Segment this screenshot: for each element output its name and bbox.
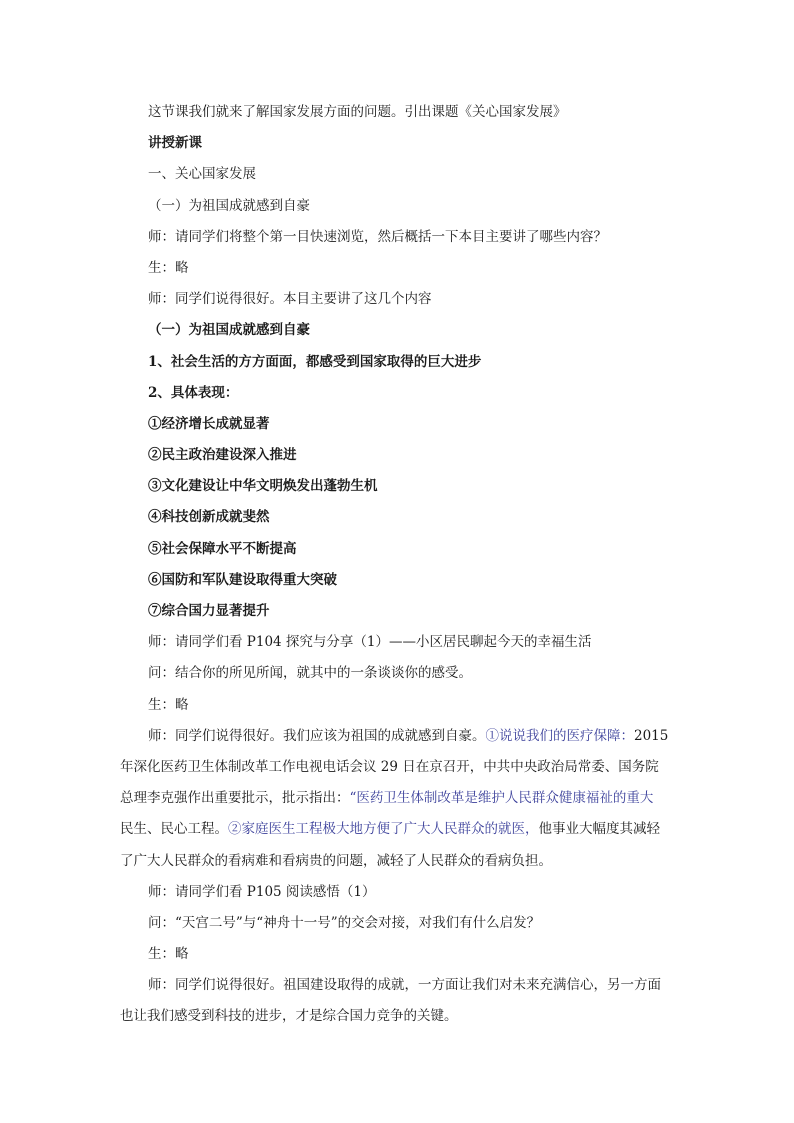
- text-line: ④科技创新成就斐然: [148, 509, 270, 526]
- para-text: 师：同学们说得很好。祖国建设取得的成就，一方面让我们对未来充满信心，另一方面: [148, 977, 661, 994]
- text-line: 2、具体表现：: [148, 384, 239, 401]
- text-line: 生：略: [148, 259, 189, 276]
- text-line: 问：结合你的所见所闻，就其中的一条谈谈你的感受。: [148, 665, 472, 682]
- text-line: （一）为祖国成就感到自豪: [148, 197, 310, 214]
- para-line: [148, 721, 678, 752]
- para-highlight: ①说说我们的医疗保障：: [485, 727, 634, 744]
- text-line: ⑤社会保障水平不断提高: [148, 540, 297, 557]
- text-line: 一、关心国家发展: [148, 166, 256, 183]
- para-highlight: ②家庭医生工程极大地方便了广大人民群众的就医，: [228, 821, 539, 838]
- text-line: 1、社会生活的方方面面，都感受到国家取得的巨大进步: [148, 353, 482, 370]
- text-line: 师：同学们说得很好。本目主要讲了这几个内容: [148, 291, 432, 308]
- para-text: 年深化医药卫生体制改革工作电视电话会议 29 日在京召开，中共中央政治局常委、国务院: [120, 758, 659, 775]
- text-line: 讲授新课: [148, 135, 202, 152]
- para-line: [120, 846, 678, 877]
- para-line: [120, 1001, 678, 1032]
- para-text: 总理李克强作出重要批示，批示指出：: [120, 790, 350, 807]
- para-text: 也让我们感受到科技的进步，才是综合国力竞争的关键。: [120, 1008, 458, 1025]
- paragraph-medical: [120, 721, 678, 877]
- text-line: 生：略: [148, 946, 189, 963]
- para-text: 师：同学们说得很好。我们应该为祖国的成就感到自豪。: [148, 727, 486, 744]
- lesson-lines-2: [148, 877, 678, 971]
- text-line: ③文化建设让中华文明焕发出蓬勃生机: [148, 478, 378, 495]
- para-text: 民生、民心工程。: [120, 821, 228, 838]
- text-line: ⑥国防和军队建设取得重大突破: [148, 571, 337, 588]
- lesson-lines: [148, 97, 678, 721]
- text-line: ①经济增长成就显著: [148, 415, 270, 432]
- para-text: 他事业大幅度其减轻: [538, 821, 660, 838]
- para-text: 2015: [634, 727, 669, 744]
- text-line: 生：略: [148, 696, 189, 713]
- para-line: [120, 752, 678, 783]
- text-line: ②民主政治建设深入推进: [148, 447, 297, 464]
- text-line: ⑦综合国力显著提升: [148, 603, 270, 619]
- para-text: 了广大人民群众的看病难和看病贵的问题，减轻了人民群众的看病负担。: [120, 852, 552, 869]
- para-line: [120, 814, 678, 845]
- text-line: （一）为祖国成就感到自豪: [148, 322, 310, 339]
- paragraph-conclusion: [120, 970, 678, 1032]
- text-line: 问：“天宫二号”与“神舟十一号”的交会对接，对我们有什么启发？: [148, 914, 541, 931]
- text-line: 师：请同学们看 P105 阅读感悟（1）: [148, 883, 376, 900]
- para-highlight: “医药卫生体制改革是维护人民群众健康福祉的重大: [349, 790, 654, 807]
- text-line: 这节课我们就来了解国家发展方面的问题。引出课题《关心国家发展》: [148, 104, 567, 120]
- para-line: [120, 783, 678, 814]
- document-body: [120, 97, 678, 1033]
- text-line: 师：请同学们看 P104 探究与分享（1）——小区居民聊起今天的幸福生活: [148, 634, 592, 651]
- para-line: [148, 970, 678, 1001]
- text-line: 师：请同学们将整个第一目快速浏览，然后概括一下本目主要讲了哪些内容？: [148, 228, 607, 245]
